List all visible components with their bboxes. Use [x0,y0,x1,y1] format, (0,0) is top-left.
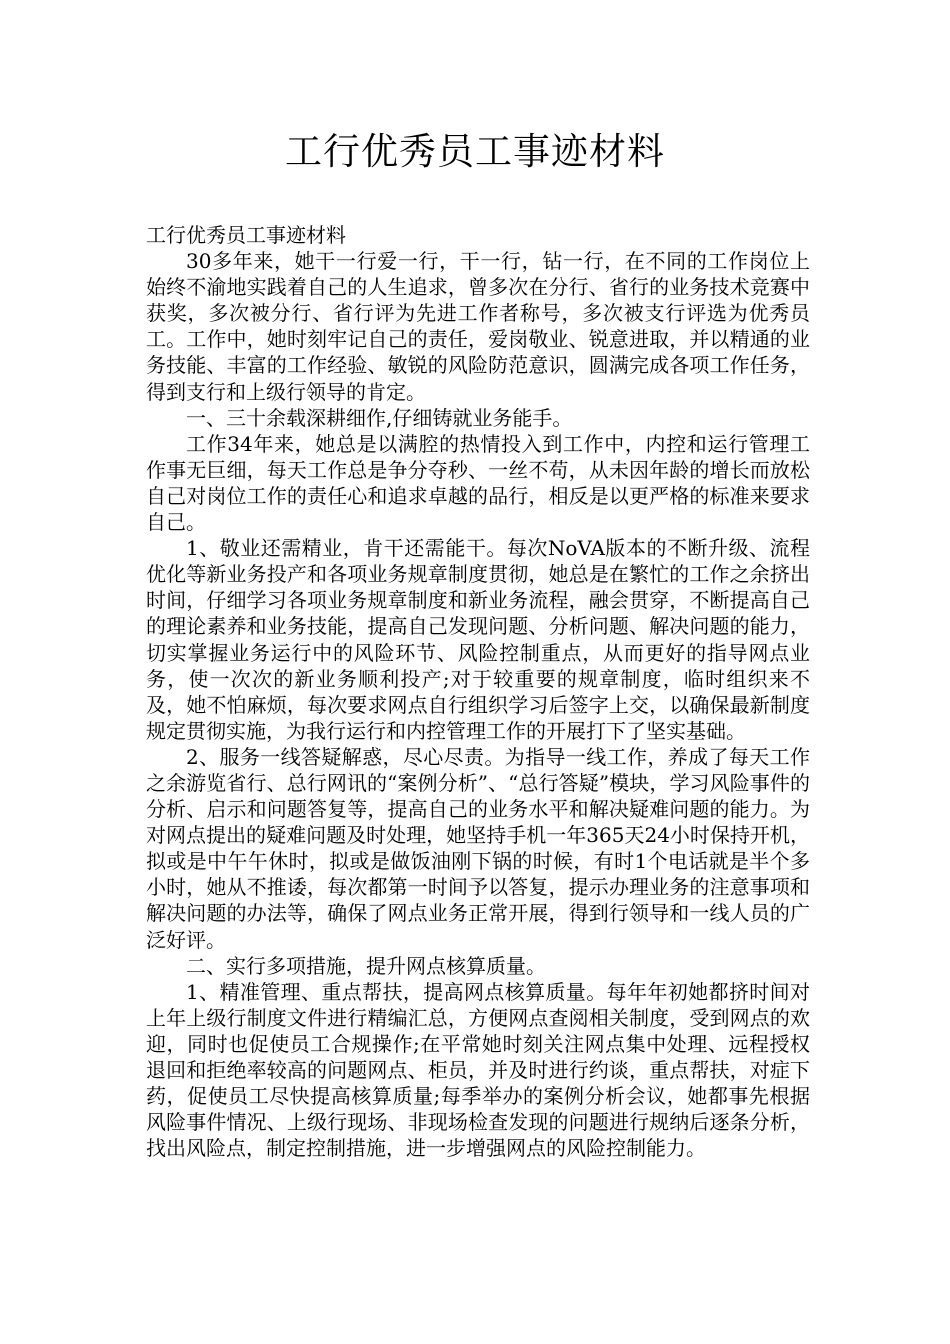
section-1-paragraph: 工作34年来，她总是以满腔的热情投入到工作中，内控和运行管理工作事无巨细，每天工作总是争分夺秒、一丝不苟，从未因年龄的增长而放松自己对岗位工作的责任心和追求卓越的品行，相反是以更严格的标准来要求自己。 [146,431,810,535]
intro-paragraph: 30多年来，她干一行爱一行，干一行，钻一行，在不同的工作岗位上始终不渝地实践着自己的人生追求，曾多次在分行、省行的业务技术竞赛中获奖，多次被分行、省行评为先进工作者称号，多次被支行评选为优秀员工。工作中，她时刻牢记自己的责任，爱岗敬业、锐意进取，并以精通的业务技能、丰富的工作经验、敏锐的风险防范意识，圆满完成各项工作任务，得到支行和上级行领导的肯定。 [146,249,810,404]
section-1-item-1: 1、敬业还需精业，肯干还需能干。每次NoVA版本的不断升级、流程优化等新业务投产和各项业务规章制度贯彻，她总是在繁忙的工作之余挤出时间，仔细学习各项业务规章制度和新业务流程，融会贯穿，不断提高自己的理论素养和业务技能，提高自己发现问题、分析问题、解决问题的能力，切实掌握业务运行中的风险环节、风险控制重点，从而更好的指导网点业务，使一次次的新业务顺利投产;对于较重要的规章制度，临时组织来不及，她不怕麻烦，每次要求网点自行组织学习后签字上交，以确保最新制度规定贯彻实施，为我行运行和内控管理工作的开展打下了坚实基础。 [146,536,810,743]
section-heading-2: 二、实行多项措施，提升网点核算质量。 [186,953,546,978]
document-title: 工行优秀员工事迹材料 [285,130,665,173]
section-heading-1: 一、三十余载深耕细作,仔细铸就业务能手。 [186,405,573,430]
document-body [146,222,810,1161]
section-1-item-2: 2、服务一线答疑解惑，尽心尽责。为指导一线工作，养成了每天工作之余游览省行、总行网讯的“案例分析”、“总行答疑”模块，学习风险事件的分析、启示和问题答复等，提高自己的业务水平和解决疑难问题的能力。为对网点提出的疑难问题及时处理，她坚持手机一年365天24小时保持开机，拟或是中午午休时，拟或是做饭油刚下锅的时候，有时1个电话就是半个多小时，她从不推诿，每次都第一时间予以答复，提示办理业务的注意事项和解决问题的办法等，确保了网点业务正常开展，得到行领导和一线人员的广泛好评。 [146,744,810,952]
body-subtitle: 工行优秀员工事迹材料 [146,223,346,247]
section-2-item-1: 1、精准管理、重点帮扶，提高网点核算质量。每年年初她都挤时间对上年上级行制度文件进行精编汇总，方便网点查阅相关制度，受到网点的欢迎，同时也促使员工合规操作;在平常她时刻关注网点集中处理、远程授权退回和拒绝率较高的问题网点、柜员，并及时进行约谈，重点帮扶，对症下药，促使员工尽快提高核算质量;每季举办的案例分析会议，她都事先根据风险事件情况、上级行现场、非现场检查发现的问题进行规纳后逐条分析，找出风险点，制定控制措施，进一步增强网点的风险控制能力。 [146,979,810,1161]
